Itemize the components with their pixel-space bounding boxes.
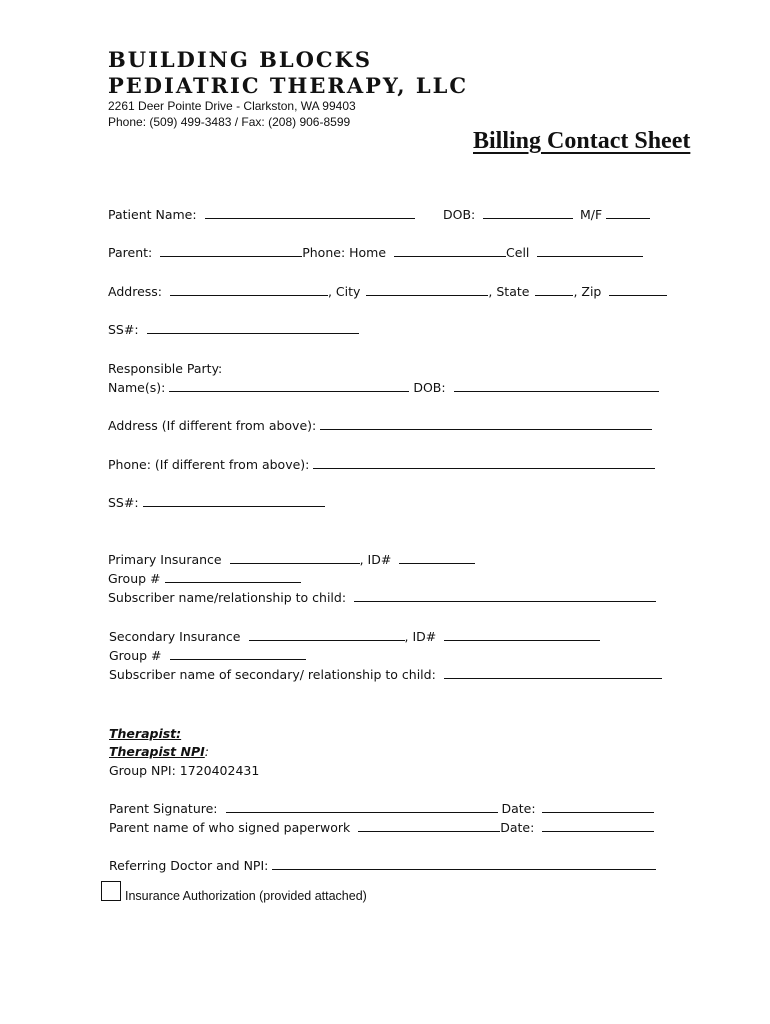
signature-date-label: Date: — [501, 801, 536, 816]
company-name-line1: BUILDING BLOCKS — [108, 47, 373, 72]
primary-subscriber-field[interactable] — [354, 589, 656, 602]
company-name-line2: PEDIATRIC THERAPY, LLC — [108, 73, 469, 98]
parent-name-date-label: Date: — [500, 820, 535, 835]
primary-subscriber-row — [108, 589, 656, 607]
patient-sex-label: M/F — [580, 207, 603, 222]
secondary-group-field[interactable] — [170, 647, 306, 660]
group-npi: Group NPI: 1720402431 — [109, 763, 260, 778]
responsible-dob-label: DOB: — [413, 380, 446, 395]
responsible-dob-field[interactable] — [454, 379, 659, 392]
patient-sex-row — [580, 206, 650, 224]
responsible-address-label: Address (If different from above): — [108, 418, 317, 433]
primary-id-label: , ID# — [359, 552, 392, 567]
secondary-id-label: , ID# — [404, 629, 437, 644]
secondary-subscriber-label: Subscriber name of secondary/ relationship to child: — [109, 667, 436, 682]
address-row — [108, 283, 667, 301]
primary-insurance-row — [108, 551, 475, 569]
secondary-subscriber-field[interactable] — [444, 666, 662, 679]
primary-id-field[interactable] — [399, 551, 475, 564]
patient-sex-field[interactable] — [606, 206, 650, 219]
zip-field[interactable] — [609, 283, 667, 296]
parent-field[interactable] — [160, 244, 302, 257]
responsible-phone-label: Phone: (If different from above): — [108, 457, 310, 472]
secondary-group-label: Group # — [109, 648, 162, 663]
referring-doctor-field[interactable] — [272, 857, 656, 870]
primary-group-row — [108, 570, 301, 588]
parent-signature-row — [109, 800, 654, 818]
responsible-ssn-row — [108, 494, 325, 512]
parent-name-date-field[interactable] — [542, 819, 654, 832]
parent-signature-field[interactable] — [226, 800, 498, 813]
patient-dob-label: DOB: — [443, 207, 476, 222]
therapist-label: Therapist: — [109, 726, 182, 741]
ssn-field[interactable] — [147, 321, 359, 334]
secondary-group-row — [109, 647, 306, 665]
parent-row — [108, 244, 643, 262]
therapist-npi-colon: : — [204, 744, 209, 759]
address-field[interactable] — [170, 283, 328, 296]
responsible-phone-field[interactable] — [313, 456, 655, 469]
patient-name-row — [108, 206, 415, 224]
cell-field[interactable] — [537, 244, 643, 257]
parent-name-label: Parent name of who signed paperwork — [109, 820, 351, 835]
responsible-names-field[interactable] — [169, 379, 409, 392]
patient-name-label: Patient Name: — [108, 207, 197, 222]
responsible-address-row — [108, 417, 652, 435]
phone-home-field[interactable] — [394, 244, 506, 257]
secondary-id-field[interactable] — [444, 628, 600, 641]
parent-signature-label: Parent Signature: — [109, 801, 218, 816]
therapist-npi-label: Therapist NPI — [109, 744, 205, 759]
primary-group-field[interactable] — [165, 570, 301, 583]
parent-label: Parent: — [108, 245, 153, 260]
responsible-party-heading: Responsible Party: — [108, 361, 223, 376]
page-title: Billing Contact Sheet — [473, 128, 691, 154]
primary-insurance-label: Primary Insurance — [108, 552, 222, 567]
patient-dob-field[interactable] — [483, 206, 573, 219]
responsible-phone-row — [108, 456, 655, 474]
primary-group-label: Group # — [108, 571, 161, 586]
patient-dob-row — [443, 206, 573, 224]
state-field[interactable] — [535, 283, 573, 296]
referring-doctor-label: Referring Doctor and NPI: — [109, 858, 269, 873]
parent-name-field[interactable] — [358, 819, 500, 832]
phone-home-label: Phone: Home — [302, 245, 387, 260]
insurance-authorization-label: Insurance Authorization (provided attached) — [125, 889, 367, 903]
ssn-label: SS#: — [108, 322, 139, 337]
address-label: Address: — [108, 284, 162, 299]
primary-insurance-field[interactable] — [230, 551, 360, 564]
responsible-names-label: Name(s): — [108, 380, 166, 395]
city-field[interactable] — [366, 283, 488, 296]
responsible-address-field[interactable] — [320, 417, 652, 430]
referring-doctor-row — [109, 857, 656, 875]
signature-date-field[interactable] — [542, 800, 654, 813]
cell-label: Cell — [506, 245, 530, 260]
ssn-row — [108, 321, 359, 339]
insurance-authorization-checkbox[interactable] — [101, 881, 121, 901]
responsible-ssn-label: SS#: — [108, 495, 139, 510]
responsible-names-row — [108, 379, 659, 397]
therapist-npi-row — [109, 743, 209, 761]
primary-subscriber-label: Subscriber name/relationship to child: — [108, 590, 347, 605]
state-label: , State — [488, 284, 530, 299]
secondary-insurance-field[interactable] — [249, 628, 405, 641]
company-address: 2261 Deer Pointe Drive - Clarkston, WA 99403 — [108, 99, 356, 113]
secondary-insurance-label: Secondary Insurance — [109, 629, 241, 644]
city-label: , City — [327, 284, 361, 299]
responsible-ssn-field[interactable] — [143, 494, 325, 507]
secondary-insurance-row — [109, 628, 600, 646]
secondary-subscriber-row — [109, 666, 662, 684]
zip-label: , Zip — [573, 284, 602, 299]
company-phone-fax: Phone: (509) 499-3483 / Fax: (208) 906-8599 — [108, 115, 351, 129]
parent-name-row — [109, 819, 654, 837]
patient-name-field[interactable] — [205, 206, 415, 219]
